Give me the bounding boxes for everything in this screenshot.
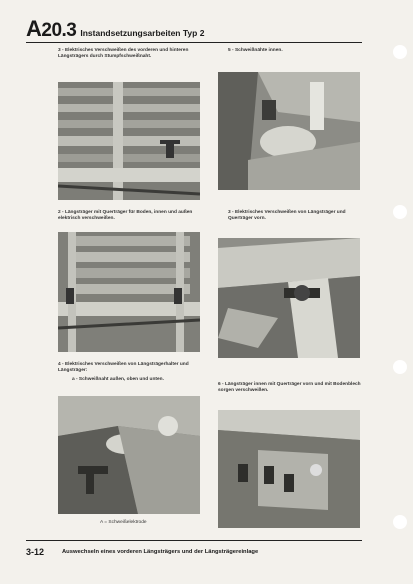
photo-crossmember-floor-weld: [58, 232, 200, 352]
step-number: 2 -: [58, 210, 64, 215]
caption-step-5: [228, 48, 362, 54]
section-code: [26, 16, 77, 41]
caption-step-4: [58, 362, 206, 383]
section-title: Instandsetzungsarbeiten Typ 2: [80, 28, 205, 38]
step-number: 3 -: [228, 210, 234, 215]
caption-step-3b: [228, 210, 362, 223]
step-text: Elektrisches Verschweißen von Längsträgerhalter und Längsträger:: [58, 362, 189, 374]
section-letter: A: [26, 16, 42, 41]
photo-welds-inside: [218, 72, 360, 190]
step-number: 6 -: [218, 382, 224, 387]
step-number: 4 -: [58, 362, 64, 367]
step-number: 5 -: [228, 48, 234, 53]
page-header: [26, 18, 204, 40]
step-text: Längsträger innen mit Querträger vorn und mit Bodenblech sorgen verschweißen.: [218, 382, 361, 394]
binder-hole: [393, 45, 407, 59]
caption-step-3a: [58, 48, 206, 61]
page-number: 3-12: [26, 547, 45, 557]
step-subtext: a - Schweißnaht außen, oben und unten.: [72, 376, 164, 382]
step-text: Elektrisches Verschweißen des vorderen und hinteren Längsträgers durch Stumpfschweißnaht.: [58, 48, 189, 60]
photo-floor-panel-weld: [218, 410, 360, 528]
photo-longitudinal-beam-weld: [58, 82, 200, 200]
caption-step-2: [58, 210, 206, 223]
photo-crossmember-front-weld: [218, 238, 360, 358]
footer-rule: [26, 540, 362, 541]
photo-beam-holder-weld: [58, 396, 200, 514]
binder-hole: [393, 205, 407, 219]
step-number: 3 -: [58, 48, 64, 53]
header-rule: [26, 42, 362, 43]
section-number: 20.3: [41, 20, 77, 41]
caption-step-6: [218, 382, 362, 395]
photo-legend: A = Schweißelektrode: [100, 520, 147, 525]
step-text: Schweißnähte innen.: [234, 48, 283, 53]
binder-hole: [393, 360, 407, 374]
binder-hole: [393, 515, 407, 529]
footer-title: Auswechseln eines vorderen Längsträgers und der Längsträgereinlage: [62, 549, 259, 555]
step-text: Längsträger mit Querträger für Boden, innen und außen elektrisch verschweißen.: [58, 210, 193, 222]
step-text: Elektrisches Verschweißen von Längsträger und Querträger vorn.: [228, 210, 346, 222]
